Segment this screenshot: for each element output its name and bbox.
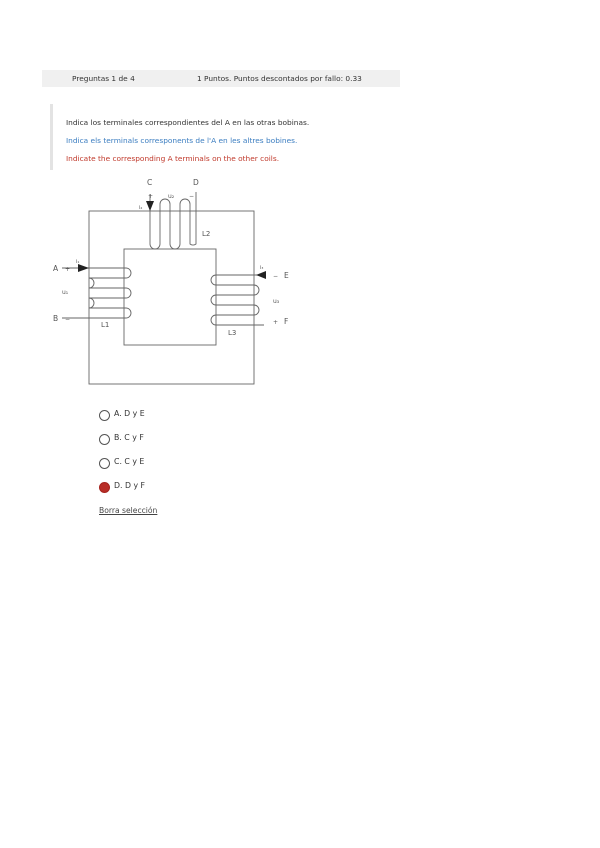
coil-l2 [150,192,196,249]
current-arrow-i3 [256,271,266,279]
question-text-block [50,104,393,170]
voltage-u3: u₃ [273,298,280,305]
terminal-a: A [53,264,59,273]
voltage-u1: u₁ [62,289,69,296]
coil-l1 [62,268,131,318]
question-points: 1 Puntos. Puntos descontados por fallo: 0.33 [197,74,362,83]
sign-b: − [65,316,71,323]
option-d[interactable] [99,480,219,494]
terminal-d: D [193,178,199,187]
terminal-b: B [53,314,59,323]
current-i2: i₂ [139,205,143,211]
terminal-e: E [284,271,289,280]
sign-f: + [273,319,279,326]
option-d-label[interactable]: D. D y F [114,481,146,490]
coil-label-l3: L3 [228,329,237,337]
option-a-label[interactable]: A. D y E [114,409,145,418]
option-c[interactable] [99,456,219,470]
question-text-en: Indicate the corresponding A terminals on the other coils. [66,154,280,163]
question-text-ca: Indica els terminals corresponents de l'A en les altres bobines. [66,136,298,145]
radio-option-b[interactable] [99,434,110,445]
question-info-bar [42,70,400,87]
coil-label-l2: L2 [202,230,211,238]
sign-a: + [65,266,71,273]
option-b[interactable] [99,432,219,446]
option-c-label[interactable]: C. C y E [114,457,145,466]
current-arrow-i2 [146,201,154,211]
magnetic-circuit-diagram [48,174,308,394]
radio-option-a[interactable] [99,410,110,421]
radio-option-d[interactable] [99,482,110,493]
question-counter: Preguntas 1 de 4 [72,74,135,83]
voltage-u2: u₂ [168,193,175,200]
coil-l3 [211,275,264,325]
core-outer [89,211,254,384]
current-arrow-i1 [78,264,89,272]
clear-selection-link[interactable]: Borra selección [99,506,158,515]
radio-option-c[interactable] [99,458,110,469]
current-i3: i₃ [260,265,264,271]
coil-label-l1: L1 [101,321,110,329]
terminal-f: F [284,317,289,326]
current-i1: i₁ [76,259,80,265]
option-b-label[interactable]: B. C y F [114,433,144,442]
question-text-es: Indica los terminales correspondientes del A en las otras bobinas. [66,118,310,127]
core-window [124,249,216,345]
terminal-c: C [147,178,153,187]
option-a[interactable] [99,408,219,422]
sign-e: − [273,273,279,280]
sign-c: + [148,193,154,200]
sign-d: − [189,193,195,200]
